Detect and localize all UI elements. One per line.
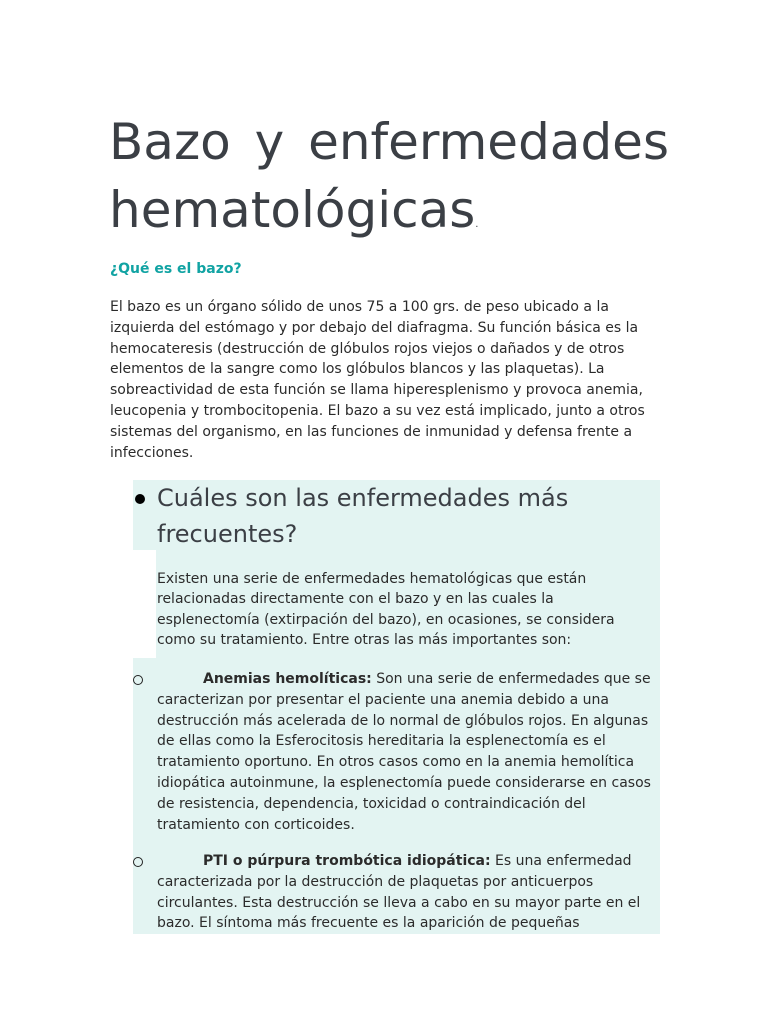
list-item-anemias <box>157 669 655 835</box>
title-trailing-dot: . <box>475 219 479 230</box>
section-paragraph: Existen una serie de enfermedades hematológicas que están relacionadas directamente con el bazo y en las cuales la esplenectomía (extirpación del bazo), en ocasiones, se considera como su tratamiento. Entre otras las más importantes son: <box>157 571 615 649</box>
subheading-what-is-spleen: ¿Qué es el bazo? <box>110 261 242 277</box>
list-item-text: Son una serie de enfermedades que se caracterizan por presentar el paciente una anemia debido a una destrucción más acelerada de lo normal de glóbulos rojos. En algunas de ellas como la Esferocitosis hereditaria la esplenectomía es el tratamiento oportuno. En otros casos como en la anemia hemolítica idiopática autoinmune, la esplenectomía puede considerarse en casos de resistencia, dependencia, toxicidad o contraindicación del tratamiento con corticoides. <box>157 671 651 833</box>
title-line-1: Bazo y enfermedades <box>109 113 669 171</box>
list-item-pti <box>157 851 655 934</box>
list-item-term: Anemias hemolíticas: <box>203 671 372 687</box>
sub-bullet-icon <box>133 857 143 867</box>
title-line-2 <box>109 176 669 259</box>
list-item-term: PTI o púrpura trombótica idiopática: <box>203 853 491 869</box>
list-item-text: Es una enfermedad caracterizada por la destrucción de plaquetas por anticuerpos circulantes. Esta destrucción se lleva a cabo en su mayor parte en el bazo. El síntoma más frecuente es la aparición de pequeñas <box>157 853 641 932</box>
sub-bullet-icon <box>133 675 143 685</box>
section-heading: Cuáles son las enfermedades más frecuentes? <box>157 484 569 548</box>
bullet-icon <box>135 494 145 504</box>
document-title <box>109 108 669 259</box>
intro-paragraph: El bazo es un órgano sólido de unos 75 a 100 grs. de peso ubicado a la izquierda del estómago y por debajo del diafragma. Su función básica es la hemocateresis (destrucción de glóbulos rojos viejos o dañados y de otros elementos de la sangre como los glóbulos blancos y las plaquetas). La sobreactividad de esta función se llama hiperesplenismo y provoca anemia, leucopenia y trombocitopenia. El bazo a su vez está implicado, junto a otros sistemas del organismo, en las funciones de inmunidad y defensa frente a infecciones. <box>110 299 645 461</box>
title-line-2-text: hematológicas <box>109 181 476 239</box>
